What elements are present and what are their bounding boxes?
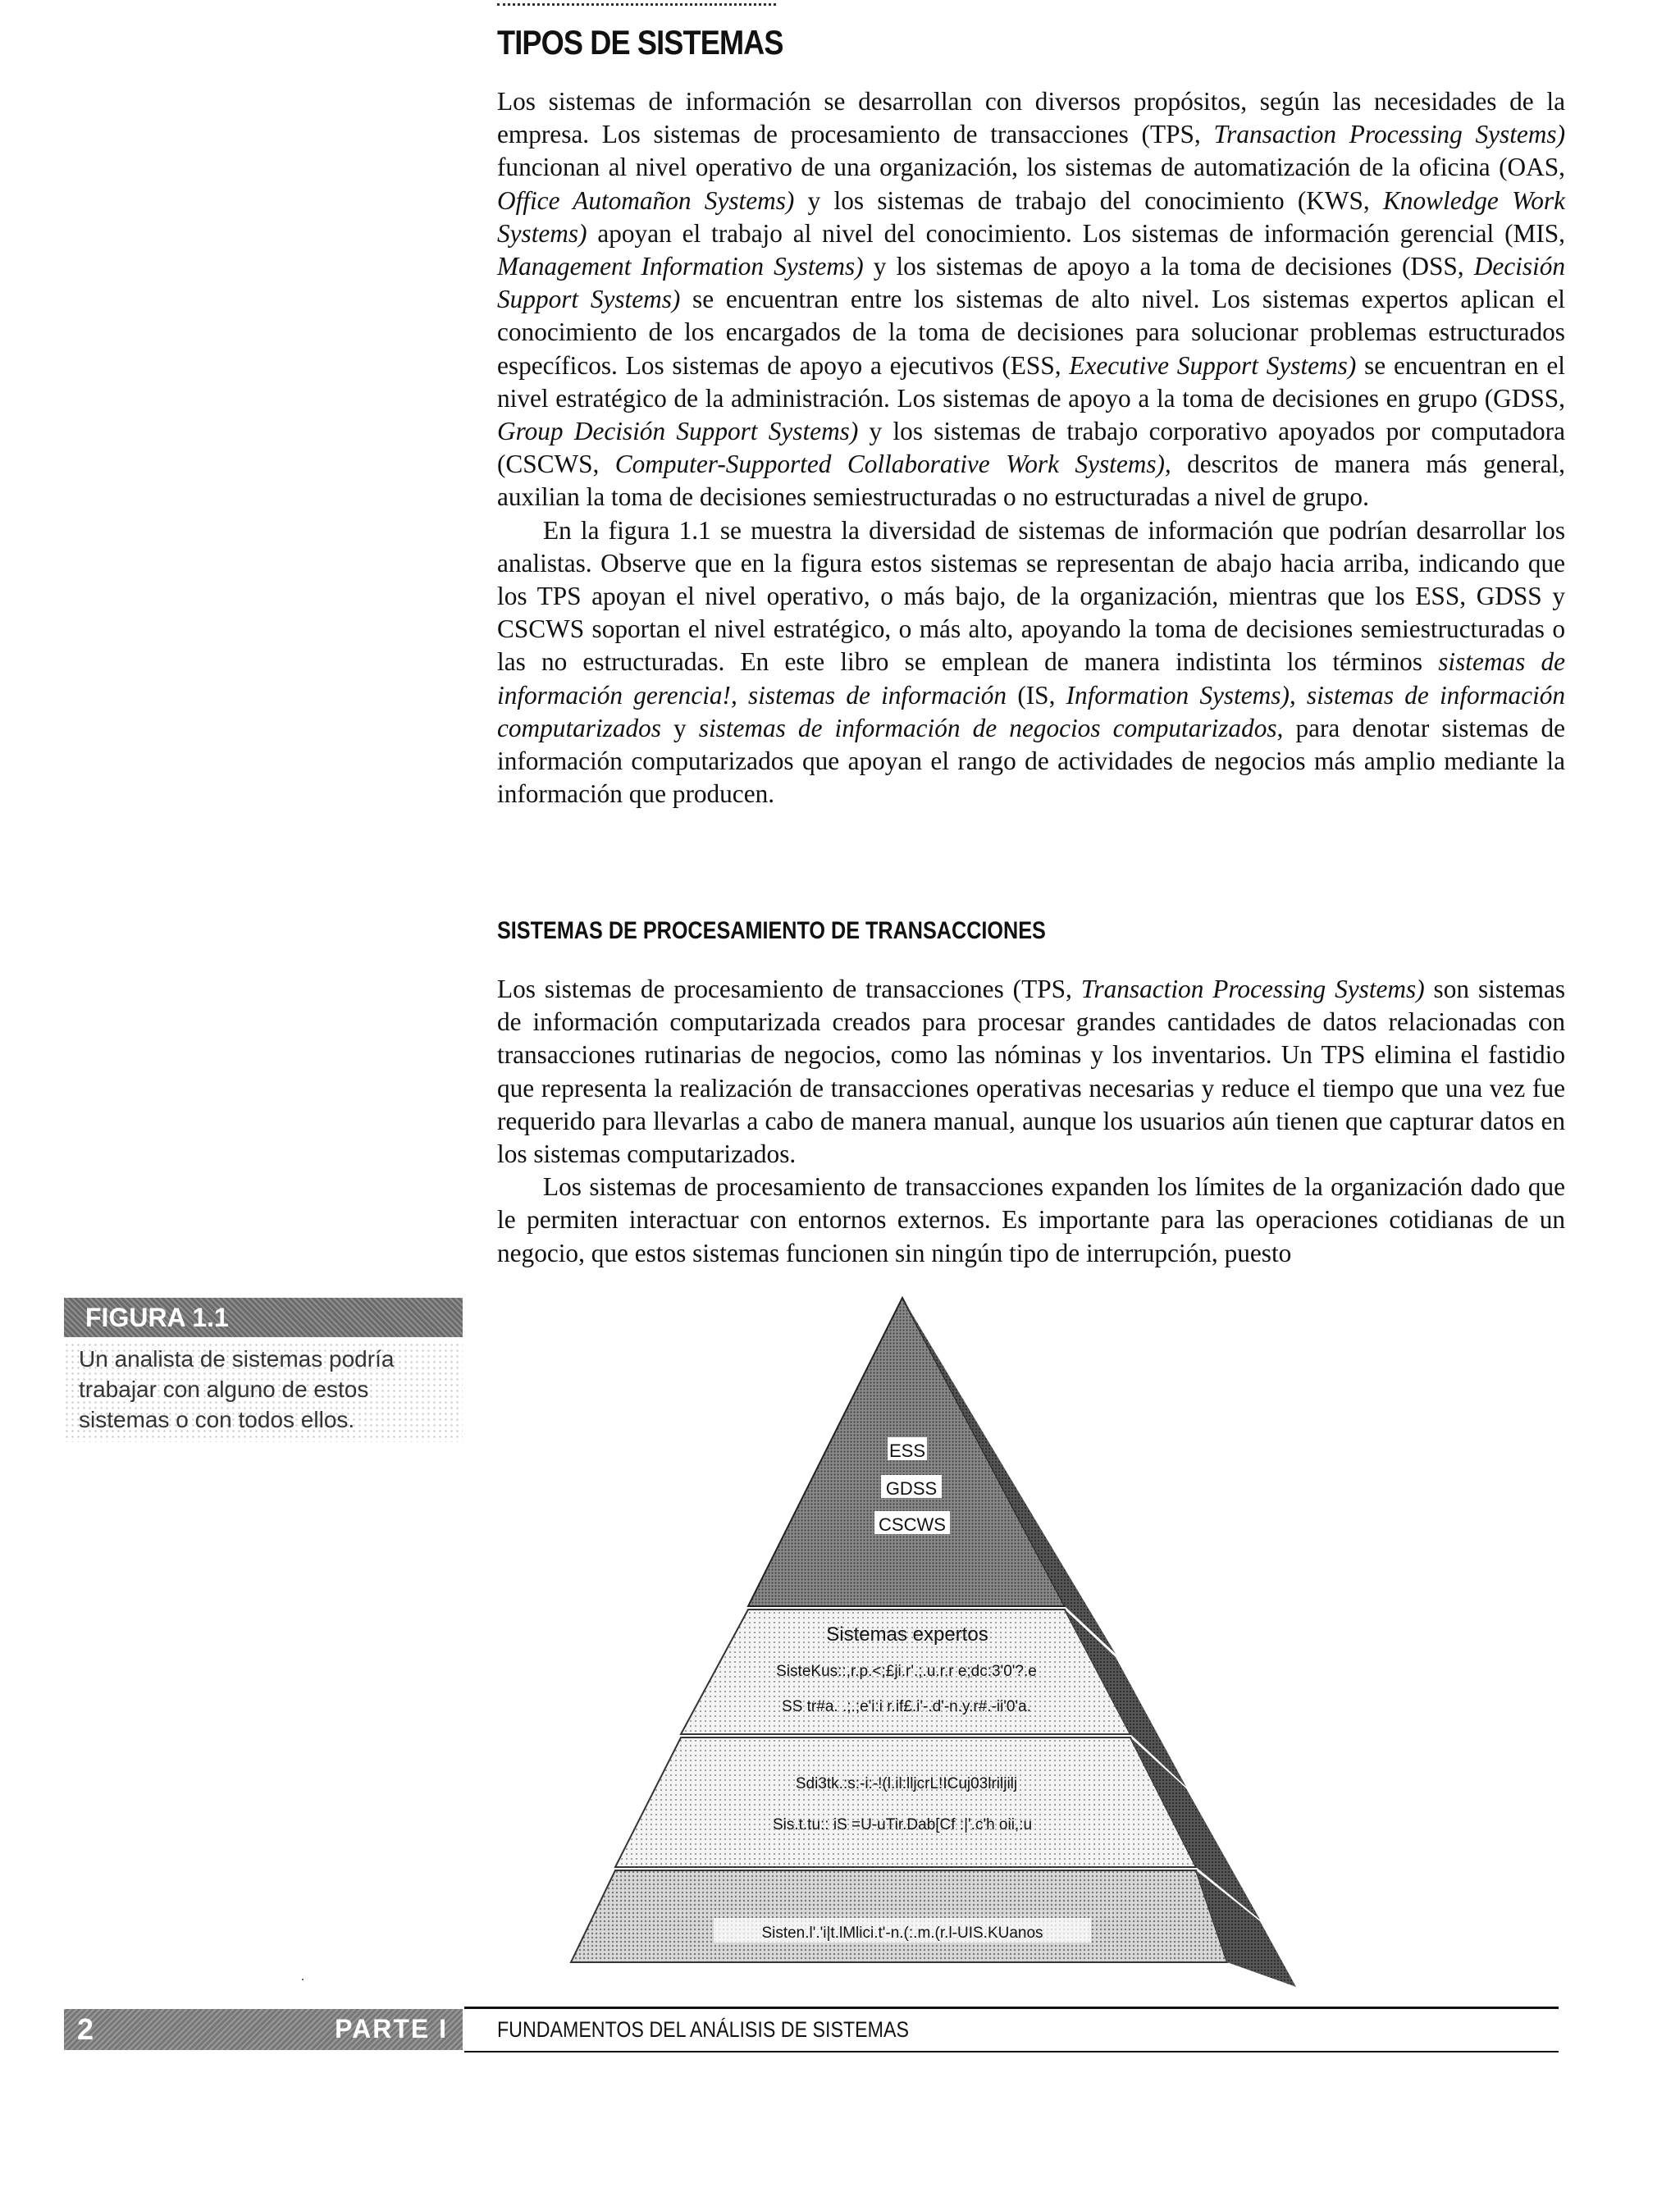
italic-run: Management Information Systems) xyxy=(497,252,864,281)
figure-label xyxy=(64,1298,463,1337)
running-title: FUNDAMENTOS DEL ANÁLISIS DE SISTEMAS xyxy=(497,2017,909,2042)
pyramid-label-gdss: GDSS xyxy=(885,1478,938,1499)
page-number: 2 xyxy=(77,2012,94,2046)
text-run: descritos de manera más general, auxilian la toma de decisiones semiestructuradas o no estructuradas a nivel de grupo. xyxy=(497,450,1565,512)
pyramid-label-tier2-line3: SS tr#a. .;.;e'i:i r.if£.i'-.d'-n.y.r#.-ii'0'a. xyxy=(782,1698,1031,1715)
text-run: Los sistemas de información se desarrollan con diversos propósitos, según las necesidades de la empresa. Los sistemas de procesamiento de transacciones (TPS, xyxy=(497,87,1565,149)
text-run: y xyxy=(660,713,699,742)
italic-run: Knowledge Work Systems) xyxy=(497,185,1565,248)
subsection-heading: SISTEMAS DE PROCESAMIENTO DE TRANSACCIONES xyxy=(497,917,1046,944)
pyramid-label-ess: ESS xyxy=(888,1441,926,1461)
text-run: Los sistemas de procesamiento de transacciones expanden los límites de la organización dado que le permiten interactuar con entornos externos. Es importante para las operaciones cotidianas de un negocio, que estos sistemas funcionen sin ningún tipo de interrupción, puesto xyxy=(497,1172,1565,1267)
paragraph xyxy=(497,973,1565,1171)
italic-run: Transaction Processing Systems) xyxy=(1213,120,1565,149)
text-run: (IS, xyxy=(1007,680,1066,710)
italic-run: sistemas de información de negocios computarizados, xyxy=(698,713,1284,742)
footer-bottom-rule xyxy=(464,2051,1559,2052)
pyramid-label-tier2-line2: SisteKus::,r.p.<;£ji.r'.;.u.r.r e;dc:3'0'?.e xyxy=(776,1663,1037,1680)
footer-top-rule xyxy=(464,2007,1559,2009)
section-heading: TIPOS DE SISTEMAS xyxy=(497,23,783,62)
italic-run: Transaction Processing Systems) xyxy=(1080,975,1425,1003)
systems-pyramid-figure xyxy=(492,1296,1312,2018)
figure-caption-text: Un analista de sistemas podría trabajar con alguno de estos sistemas o con todos ellos. xyxy=(79,1346,395,1432)
text-run: y los sistemas de trabajo del conocimiento (KWS, xyxy=(794,185,1383,215)
pyramid-label-expert-systems: Sistemas expertos xyxy=(826,1623,988,1646)
figure-caption-box xyxy=(64,1298,463,1450)
pyramid-label-tier3-line1: Sdi3tk.:s:-i:-!(l.il:lljcrL!ICuj03lriljilj xyxy=(795,1775,1018,1792)
italic-run: Group Decisión Support Systems) xyxy=(497,417,859,446)
top-dotted-rule xyxy=(497,3,776,6)
scan-speck xyxy=(302,1979,304,1980)
text-run: se encuentran en el nivel estratégico de la administración. Los sistemas de apoyo a la toma de decisiones en grupo (GDSS, xyxy=(497,350,1565,413)
paragraph xyxy=(497,514,1565,811)
text-run: Los sistemas de procesamiento de transacciones (TPS, xyxy=(497,975,1081,1003)
italic-run: Decisión Support Systems) xyxy=(497,252,1565,314)
subsection-body xyxy=(497,973,1565,1270)
text-run: y los sistemas de apoyo a la toma de decisiones (DSS, xyxy=(863,252,1474,281)
text-run: para denotar sistemas de información computarizados que apoyan el rango de actividades de negocios más amplio mediante la información que producen. xyxy=(497,713,1565,809)
text-run: funcionan al nivel operativo de una organización, los sistemas de automatización de la oficina (OAS, xyxy=(497,153,1565,182)
pyramid-label-tier4: Sisten.l'.'i|t.lMlici.t'-n.(:.m.(r.l-UIS.KUanos xyxy=(761,1925,1043,1942)
italic-run: sistemas de información gerencia!, sistemas de información xyxy=(497,647,1565,710)
italic-run: Information Systems), sistemas de información computarizados xyxy=(497,680,1565,742)
italic-run: Office Automañon Systems) xyxy=(497,185,795,215)
paragraph xyxy=(497,85,1565,514)
footer-part-bar xyxy=(64,2009,463,2050)
pyramid-label-cscws: CSCWS xyxy=(879,1514,946,1535)
pyramid-label-tier3-line2: Sis.t.tu:: iS =U-uTir.Dab[Cf :|'.c'h oii,:u xyxy=(772,1816,1033,1833)
italic-run: Computer-Supported Collaborative Work Systems), xyxy=(614,450,1171,479)
italic-run: Executive Support Systems) xyxy=(1069,350,1357,380)
section-body xyxy=(497,85,1565,810)
text-run: apoyan el trabajo al nivel del conocimiento. Los sistemas de información gerencial (MIS, xyxy=(587,218,1565,248)
pyramid-tier-3 xyxy=(615,1737,1196,1867)
text-run: se encuentran entre los sistemas de alto nivel. Los sistemas expertos aplican el conocimiento de los encargados de la toma de decisiones para solucionar problemas estructurados específicos. Los sistemas de apoyo a ejecutivos (ESS, xyxy=(497,285,1565,380)
text-run: son sistemas de información computarizada creados para procesar grandes cantidades de datos relacionadas con transacciones rutinarias de negocios, como las nóminas y los inventarios. Un TPS elimina el fastidio que representa la realización de transacciones operativas necesarias y reduce el tiempo que una vez fue requerido para llevarlas a cabo de manera manual, aunque los usuarios aún tienen que capturar datos en los sistemas computarizados. xyxy=(497,975,1566,1169)
text-run: En la figura 1.1 se muestra la diversidad de sistemas de información que podrían desarrollar los analistas. Observe que en la figura estos sistemas se representan de abajo hacia arriba, indicando que los TPS apoyan el nivel operativo, o más bajo, de la organización, mientras que los ESS, GDSS y CSCWS soportan el nivel estratégico, o más alto, apoyando la toma de decisiones semiestructuradas o las no estructuradas. En este libro se emplean de manera indistinta los términos xyxy=(497,515,1565,677)
pyramid-tier-4 xyxy=(571,1870,1227,1962)
text-run: y los sistemas de trabajo corporativo apoyados por computadora (CSCWS, xyxy=(497,417,1565,479)
part-label: PARTE I xyxy=(335,2014,448,2043)
figure-label-text: FIGURA 1.1 xyxy=(85,1303,229,1332)
figure-caption xyxy=(64,1342,463,1442)
paragraph xyxy=(497,1171,1565,1270)
